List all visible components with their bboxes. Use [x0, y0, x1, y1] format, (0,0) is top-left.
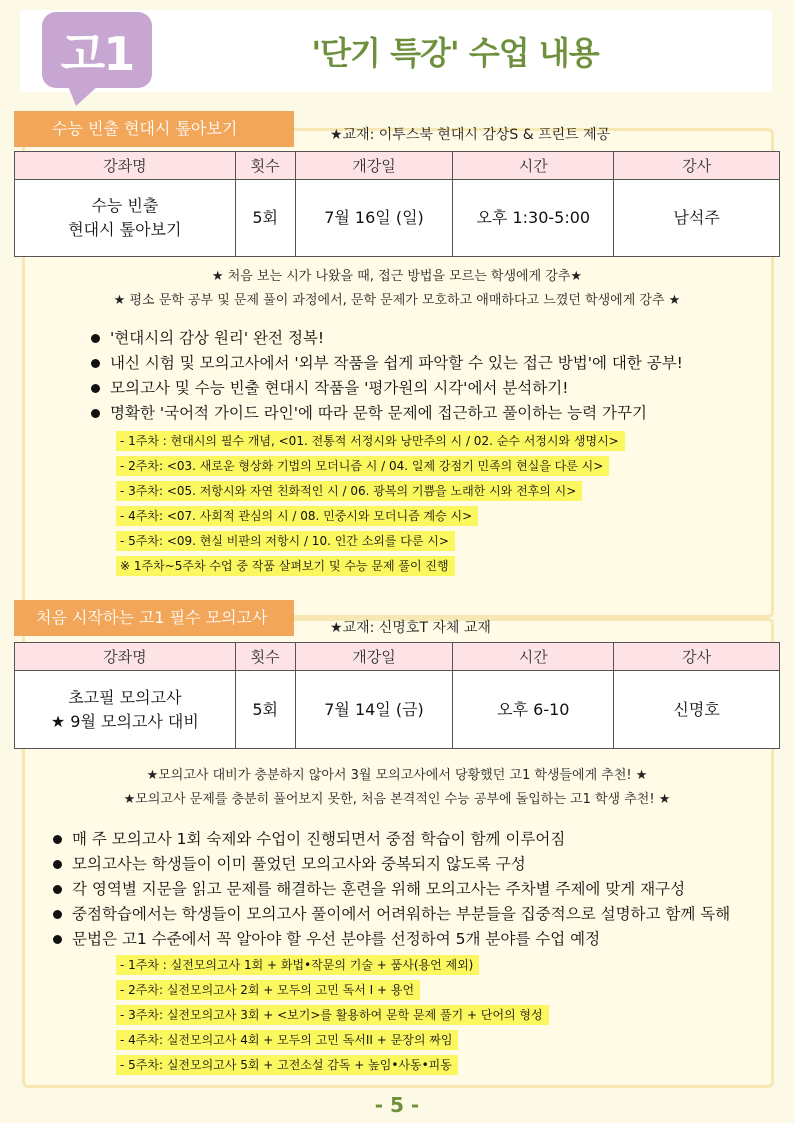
session-count: 5회	[235, 671, 295, 749]
grade-badge-label: 고1	[60, 27, 134, 81]
week-item: - 2주차: <03. 새로운 형상화 기법의 모더니즘 시 / 04. 일제 강점기 민족의 현실을 다룬 시>	[116, 456, 609, 476]
list-item: 매 주 모의고사 1회 숙제와 수업이 진행되면서 중점 학습이 함께 이루어짐	[50, 827, 730, 852]
list-item: 명확한 '국어적 가이드 라인'에 따라 문학 문제에 접근하고 풀이하는 능력 가꾸기	[88, 401, 683, 426]
col-header-time: 시간	[453, 152, 614, 180]
week-item: - 4주차: 실전모의고사 4회 + 모두의 고민 독서II + 문장의 짜임	[116, 1030, 458, 1050]
week-item: - 5주차: <09. 현실 비판의 저항시 / 10. 인간 소외를 다룬 시>	[116, 531, 455, 551]
week-item: - 2주차: 실전모의고사 2회 + 모두의 고민 독서 I + 용언	[116, 980, 420, 1000]
course-table	[14, 151, 780, 257]
col-header-course: 강좌명	[15, 152, 236, 180]
course-name: 수능 빈출 현대시 톺아보기	[15, 180, 236, 257]
list-item: 내신 시험 및 모의고사에서 '외부 작품을 쉽게 파악할 수 있는 접근 방법'에 대한 공부!	[88, 351, 683, 376]
class-time: 오후 6-10	[453, 671, 614, 749]
feature-list	[50, 827, 730, 952]
list-item: 모의고사는 학생들이 이미 풀었던 모의고사와 중복되지 않도록 구성	[50, 852, 730, 877]
table-header-row	[15, 152, 780, 180]
week-item: - 4주차: <07. 사회적 관심의 시 / 08. 민중시와 모더니즘 계승 시>	[116, 506, 478, 526]
table-header-row	[15, 643, 780, 671]
feature-list	[88, 326, 683, 426]
list-item: 모의고사 및 수능 빈출 현대시 작품을 '평가원의 시각'에서 분석하기!	[88, 376, 683, 401]
session-count: 5회	[235, 180, 295, 257]
class-time: 오후 1:30-5:00	[453, 180, 614, 257]
start-date: 7월 14일 (금)	[295, 671, 453, 749]
week-item: - 1주차 : 실전모의고사 1회 + 화법•작문의 기술 + 품사(용언 제외)	[116, 955, 479, 975]
week-item: ※ 1주차~5주차 수업 중 작품 살펴보기 및 수능 문제 풀이 진행	[116, 556, 455, 576]
list-item: 각 영역별 지문을 읽고 문제를 해결하는 훈련을 위해 모의고사는 주차별 주제에 맞게 재구성	[50, 877, 730, 902]
course-name: 초고필 모의고사 ★ 9월 모의고사 대비	[15, 671, 236, 749]
col-header-teacher: 강사	[614, 643, 780, 671]
table-row	[15, 180, 780, 257]
page-title: '단기 특강' 수업 내용	[311, 34, 599, 72]
list-item: 중점학습에서는 학생들이 모의고사 풀이에서 어려워하는 부분들을 집중적으로 설명하고 함께 독해	[50, 902, 730, 927]
teacher-name: 남석주	[614, 180, 780, 257]
textbook-note: ★교재: 이투스북 현대시 감상S & 프린트 제공	[330, 127, 611, 143]
course-table	[14, 642, 780, 749]
week-item: - 5주차: 실전모의고사 5회 + 고전소설 감독 + 높임•사동•피동	[116, 1055, 458, 1075]
recommendation-note: ★ 처음 보는 시가 나왔을 때, 접근 방법을 모르는 학생에게 강추★ ★ 평소 문학 공부 및 문제 풀이 과정에서, 문학 문제가 모호하고 애매하다고 느꼈던 학생에게 강추 ★	[113, 269, 681, 308]
col-header-course: 강좌명	[15, 643, 236, 671]
weekly-schedule	[116, 955, 549, 1080]
recommendation-note: ★모의고사 대비가 충분하지 않아서 3월 모의고사에서 당황했던 고1 학생들에게 추천! ★ ★모의고사 문제를 충분히 풀어보지 못한, 처음 본격적인 수능 공부에 돌입하는 고1 학생 추천! ★	[123, 768, 671, 807]
col-header-teacher: 강사	[614, 152, 780, 180]
page-number: - 5 -	[374, 1093, 420, 1117]
section-tab-mock-exam: 처음 시작하는 고1 필수 모의고사	[14, 600, 294, 636]
weekly-schedule	[116, 431, 625, 581]
week-item: - 3주차: 실전모의고사 3회 + <보기>를 활용하여 문학 문제 풀기 + 단어의 형성	[116, 1005, 549, 1025]
grade-badge	[42, 12, 152, 88]
week-item: - 3주차: <05. 저항시와 자연 친화적인 시 / 06. 광복의 기쁨을 노래한 시와 전후의 시>	[116, 481, 582, 501]
col-header-start: 개강일	[295, 643, 453, 671]
col-header-time: 시간	[453, 643, 614, 671]
col-header-count: 횟수	[235, 152, 295, 180]
col-header-start: 개강일	[295, 152, 453, 180]
col-header-count: 횟수	[235, 643, 295, 671]
table-row	[15, 671, 780, 749]
teacher-name: 신명호	[614, 671, 780, 749]
section-tab-poetry: 수능 빈출 현대시 톺아보기	[14, 111, 294, 147]
textbook-note: ★교재: 신명호T 자체 교재	[330, 620, 491, 636]
list-item: 문법은 고1 수준에서 꼭 알아야 할 우선 분야를 선정하여 5개 분야를 수업 예정	[50, 927, 730, 952]
start-date: 7월 16일 (일)	[295, 180, 453, 257]
week-item: - 1주차 : 현대시의 필수 개념, <01. 전통적 서정시와 낭만주의 시 / 02. 순수 서정시와 생명시>	[116, 431, 625, 451]
list-item: '현대시의 감상 원리' 완전 정복!	[88, 326, 683, 351]
